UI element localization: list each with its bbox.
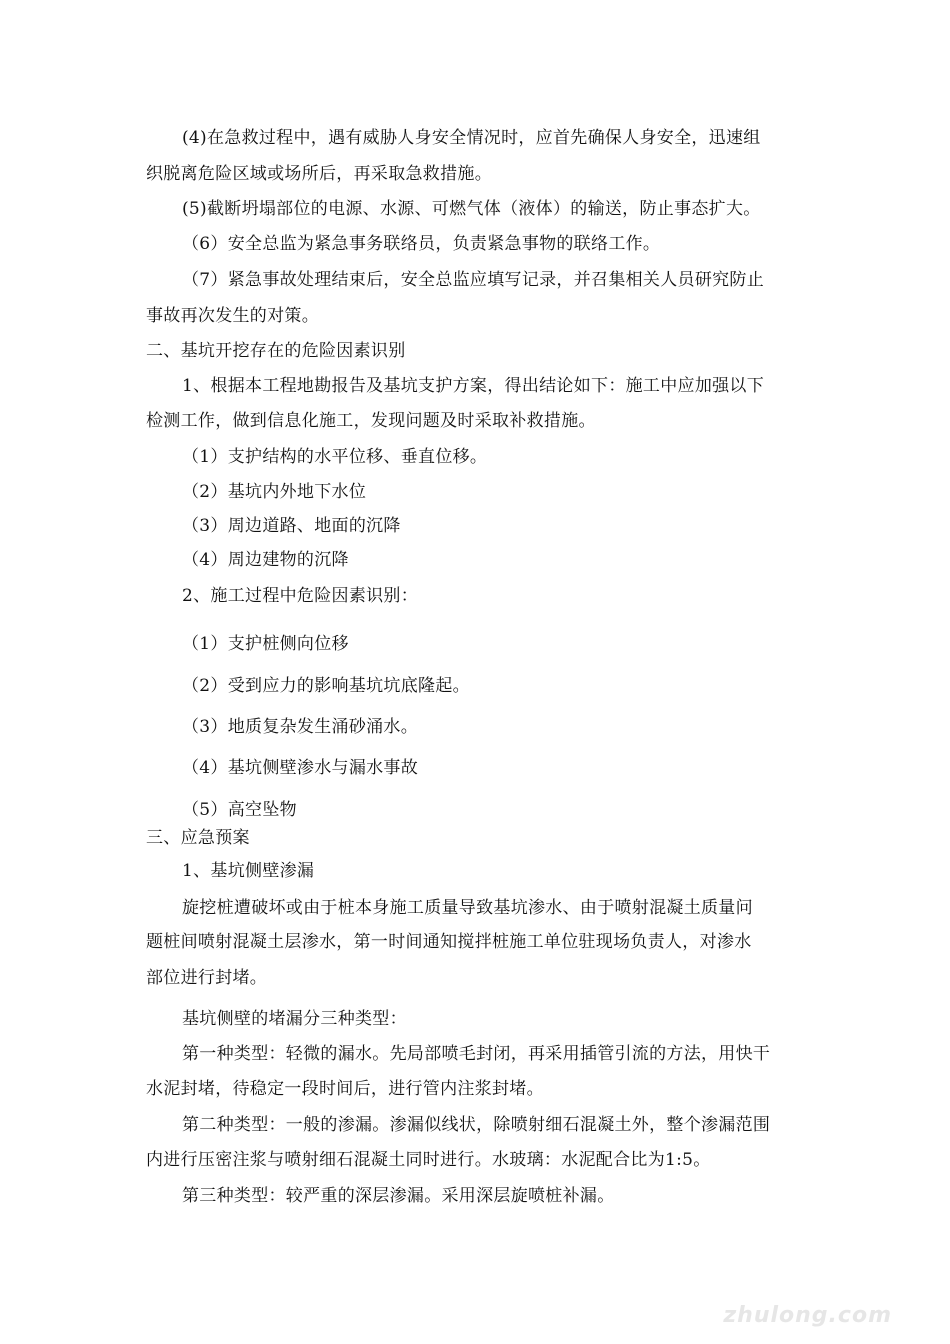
text-line: 1、根据本工程地勘报告及基坑支护方案，得出结论如下：施工中应加强以下	[182, 376, 765, 396]
text-line: 题桩间喷射混凝土层渗水，第一时间通知搅拌桩施工单位驻现场负责人，对渗水	[146, 932, 752, 952]
list-item: （5）高空坠物	[182, 800, 297, 820]
list-item: （1）支护桩侧向位移	[182, 634, 349, 654]
text-line: 织脱离危险区域或场所后，再采取急救措施。	[146, 164, 492, 184]
section-heading: 二、基坑开挖存在的危险因素识别	[146, 341, 406, 361]
text-line: （6）安全总监为紧急事务联络员，负责紧急事物的联络工作。	[182, 234, 661, 254]
list-item: （3）周边道路、地面的沉降	[182, 516, 401, 536]
text-line: 水泥封堵，待稳定一段时间后，进行管内注浆封堵。	[146, 1079, 544, 1099]
text-line: 部位进行封堵。	[146, 968, 268, 988]
subsection-heading: 1、基坑侧壁渗漏	[182, 861, 315, 881]
text-line: 内进行压密注浆与喷射细石混凝土同时进行。水玻璃：水泥配合比为1:5。	[146, 1150, 711, 1170]
text-line: 2、施工过程中危险因素识别：	[182, 586, 419, 606]
text-line: 第二种类型：一般的渗漏。渗漏似线状，除喷射细石混凝土外，整个渗漏范围	[182, 1115, 771, 1135]
section-heading: 三、应急预案	[146, 828, 250, 848]
list-item: （4）周边建物的沉降	[182, 550, 349, 570]
text-line: 旋挖桩遭破坏或由于桩本身施工质量导致基坑渗水、由于喷射混凝土质量问	[182, 898, 753, 918]
text-line: 事故再次发生的对策。	[146, 306, 319, 326]
text-line: 第三种类型：较严重的深层渗漏。采用深层旋喷桩补漏。	[182, 1186, 615, 1206]
list-item: （2）基坑内外地下水位	[182, 482, 367, 502]
list-item: （4）基坑侧壁渗水与漏水事故	[182, 758, 419, 778]
text-line: (5)截断坍塌部位的电源、水源、可燃气体（液体）的输送，防止事态扩大。	[182, 199, 761, 219]
text-line: 基坑侧壁的堵漏分三种类型：	[182, 1009, 407, 1029]
list-item: （1）支护结构的水平位移、垂直位移。	[182, 447, 488, 467]
list-item: （2）受到应力的影响基坑坑底隆起。	[182, 676, 470, 696]
text-line: 第一种类型：轻微的漏水。先局部喷毛封闭，再采用插管引流的方法，用快干	[182, 1044, 771, 1064]
watermark-logo: zhulong.com	[723, 1303, 892, 1328]
list-item: （3）地质复杂发生涌砂涌水。	[182, 717, 419, 737]
text-line: (4)在急救过程中，遇有威胁人身安全情况时，应首先确保人身安全，迅速组	[182, 128, 761, 148]
text-line: （7）紧急事故处理结束后，安全总监应填写记录，并召集相关人员研究防止	[182, 270, 765, 290]
text-line: 检测工作，做到信息化施工，发现问题及时采取补救措施。	[146, 411, 596, 431]
